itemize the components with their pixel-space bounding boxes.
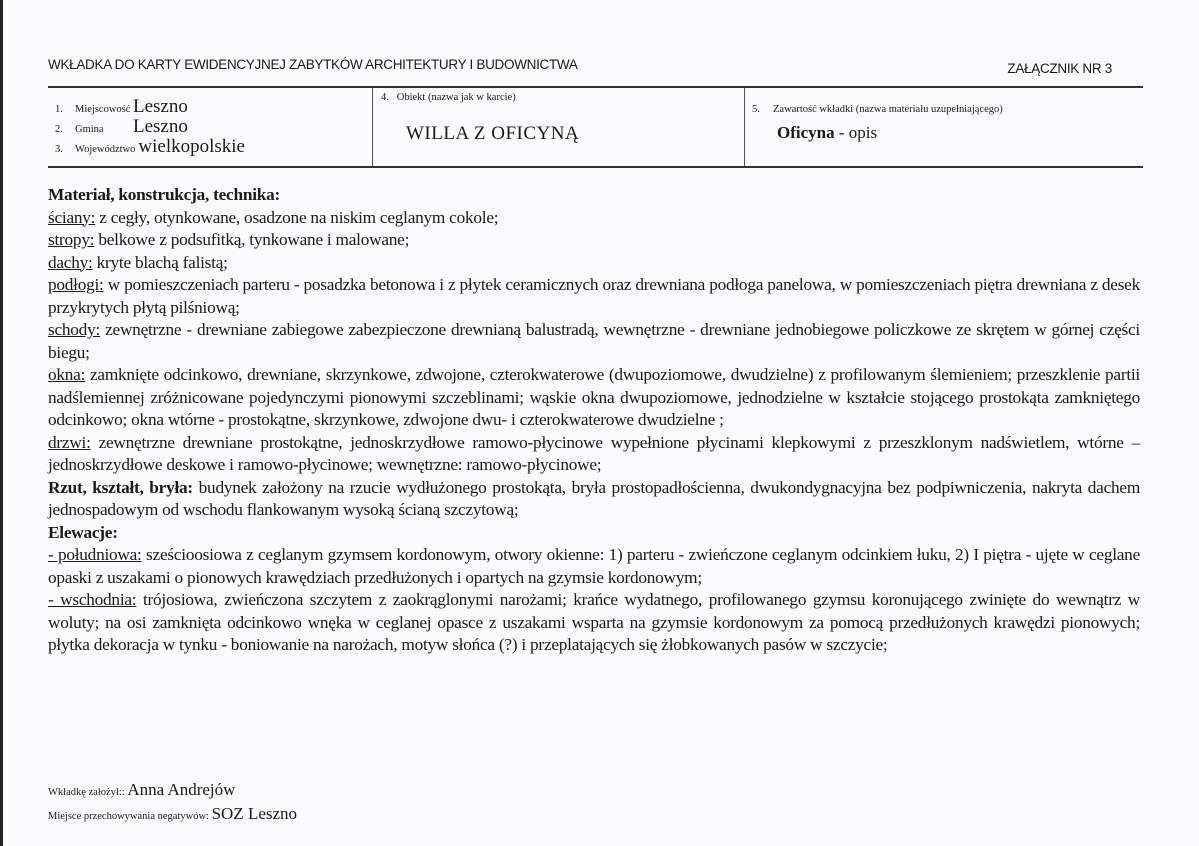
field-label: Miejscowość <box>75 104 131 115</box>
field-num: 3. <box>55 144 63 155</box>
section-heading: Materiał, konstrukcja, technika: <box>48 185 280 204</box>
item-stairs <box>48 319 1140 364</box>
item-windows <box>48 364 1140 432</box>
footer-author <box>48 780 235 800</box>
item-text: trójosiowa, zwieńczona szczytem z zaokrąglonymi narożami; krańce wydatnego, profilowanego gzymsu koronującego zwinięte do wewnątrz w woluty; na osi zamknięta odcinkowo wnęka w ceglanej opasce z uszakami wsparta na gzymsie kordonowym za pomocą przedłużonych krawędzi pionowych; płytka dekoracja w tynku - boniowanie na narożach, motyw słońca (?) i przeplatających się żłobkowanych pasów w szczycie; <box>48 590 1140 654</box>
item-text: w pomieszczeniach parteru - posadzka betonowa i z płytek ceramicznych oraz drewniana podłoga panelowa, w pomieszczeniach piętra drewniana z desek przykrytych płytą pilśniową; <box>48 275 1140 317</box>
item-text: belkowe z podsufitką, tynkowane i malowane; <box>94 230 410 249</box>
storage-value: SOZ Leszno <box>211 804 298 823</box>
item-label: - wschodnia: <box>48 590 137 609</box>
object-cell <box>381 92 741 164</box>
field-value: wielkopolskie <box>138 136 245 157</box>
item-walls <box>48 207 1140 230</box>
annex-label: ZAŁĄCZNIK NR 3 <box>1007 61 1112 76</box>
content-value <box>777 123 1142 143</box>
object-name: WILLA Z OFICYNĄ <box>406 123 580 144</box>
section-heading: Elewacje: <box>48 522 118 542</box>
field-num: 5. <box>752 104 760 115</box>
item-text: budynek założony na rzucie wydłużonego prostokąta, bryła prostopadłościenna, dwukondygnacyjna bez podpiwniczenia, nakryta dachem jednospadowym od wschodu flankowanym wysoką ścianą szczytową; <box>48 477 1141 519</box>
item-text: zamknięte odcinkowo, drewniane, skrzynkowe, zdwojone, czterokwaterowe (dwupoziomowe, dwudzielne) z profilowanym ślemieniem; przeszklenie partii nadślemiennej zróżnicowane pojedynczymi pionowymi szczeblinami; wąskie okna dwupoziomowe, jednodzielne w kształcie stojącego prostokąta zamkniętego odcinkowo; okna wtórne - prostokątne, skrzynkowe, zdwojone dwu- i czterokwaterowe dwudzielne ; <box>48 365 1140 429</box>
item-label: drzwi: <box>48 432 91 452</box>
field-num: 1. <box>55 104 63 115</box>
item-floors <box>48 274 1140 319</box>
location-cell <box>55 96 365 168</box>
field-value: Leszno <box>133 116 188 137</box>
item-label: podłogi: <box>48 275 104 294</box>
field-value: Leszno <box>133 96 188 117</box>
divider <box>372 88 373 166</box>
item-east-elevation <box>48 589 1140 657</box>
divider <box>744 88 745 166</box>
field-label: Zawartość wkładki (nazwa materiału uzupełniającego) <box>773 104 1003 115</box>
item-text: sześcioosiowa z ceglanym gzymsem kordonowym, otwory okienne: 1) parteru - zwieńczone ceglanym odcinkiem łuku, 2) I piętra - ujęte w ceglane opaski z uszakami o pionowych krawędziach przedłużonych i opartych na gzymsie kordonowym; <box>48 545 1140 587</box>
item-text: z cegły, otynkowane, osadzone na niskim ceglanym cokole; <box>95 207 499 227</box>
storage-label: Miejsce przechowywania negatywów: <box>48 811 209 822</box>
field-label: Obiekt (nazwa jak w karcie) <box>396 92 516 103</box>
item-label: stropy: <box>48 230 95 249</box>
scan-edge <box>0 0 3 846</box>
item-roofs <box>48 252 1140 275</box>
item-label: okna: <box>48 365 86 384</box>
item-label: ściany: <box>48 207 96 227</box>
field-commune <box>55 116 365 136</box>
author-name: Anna Andrejów <box>127 780 236 799</box>
header-rule-bottom <box>48 166 1143 168</box>
section-heading: Rzut, kształt, bryła: <box>48 477 193 497</box>
content-value-bold: Oficyna <box>777 123 835 142</box>
item-text: zewnętrzne - drewniane zabiegowe zabezpieczone drewnianą balustradą, wewnętrzne - drewniane jednobiegowe policzkowe ze skrętem w górnej części biegu; <box>48 320 1140 362</box>
content-value-rest: - opis <box>834 123 878 142</box>
item-south-elevation <box>48 544 1140 589</box>
footer-storage <box>48 804 297 824</box>
description-body <box>48 184 1140 657</box>
field-label: Gmina <box>75 124 104 135</box>
item-label: dachy: <box>48 252 93 272</box>
header-rule-top <box>48 86 1143 88</box>
field-num: 2. <box>55 124 63 135</box>
field-town <box>55 96 365 116</box>
item-label: - południowa: <box>48 545 142 564</box>
item-label: schody: <box>48 320 101 339</box>
field-label: Województwo <box>75 144 136 155</box>
item-doors <box>48 432 1140 477</box>
form-title: WKŁADKA DO KARTY EWIDENCYJNEJ ZABYTKÓW ARCHITEKTURY I BUDOWNICTWA <box>48 57 578 72</box>
field-num: 4. <box>381 92 389 103</box>
field-voivodeship <box>55 136 365 156</box>
author-label: Wkładkę założył:: <box>48 787 125 798</box>
item-text: kryte blachą falistą; <box>92 252 228 272</box>
item-ceilings <box>48 229 1140 252</box>
item-plan <box>48 477 1140 522</box>
item-text: zewnętrzne drewniane prostokątne, jednoskrzydłowe ramowo-płycinowe wypełnione płycinami klepkowymi z przeszklonym nadświetlem, wtórne – jednoskrzydłowe deskowe i ramowo-płycinowe; wewnętrzne: ramowo-płycinowe; <box>48 432 1140 474</box>
